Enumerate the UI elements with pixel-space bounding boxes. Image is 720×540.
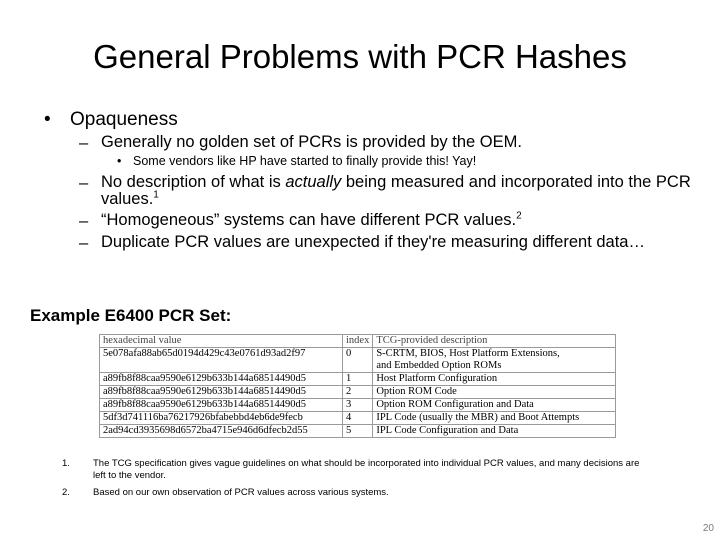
sub-bullet-marker: •: [117, 154, 122, 168]
cell-hash: a89fb8f88caa9590e6129b633b144a68514490d5: [100, 399, 343, 412]
header-index: index: [343, 335, 373, 348]
footnote-ref: 1: [153, 189, 159, 201]
table-row: [100, 425, 616, 438]
bullet-text: Opaqueness: [70, 109, 178, 130]
page-number: 20: [702, 523, 714, 534]
cell-description: Option ROM Code: [373, 386, 616, 399]
dash-marker: –: [79, 174, 89, 192]
cell-index: 3: [343, 399, 373, 412]
point-text: “Homogeneous” systems can have different PCR values.$^2$: [101, 210, 522, 229]
table-row: [100, 399, 616, 412]
table-row: [100, 386, 616, 399]
cell-index: 0: [343, 348, 373, 373]
cell-index: 1: [343, 373, 373, 386]
footnote-number: 1.: [62, 458, 70, 469]
cell-description: IPL Code Configuration and Data: [373, 425, 616, 438]
table-row: [100, 348, 616, 373]
footnote-text: Based on our own observation of PCR values across various systems.: [93, 487, 389, 498]
dash-marker: –: [79, 134, 89, 152]
cell-description: S-CRTM, BIOS, Host Platform Extensions, and Embedded Option ROMs: [373, 348, 616, 373]
footnote-ref: 2: [516, 210, 522, 222]
table-header-row: [100, 335, 616, 348]
pcr-table: [99, 334, 616, 438]
emphasis: actually: [285, 173, 342, 191]
footnote-number: 2.: [62, 487, 70, 498]
table-row: [100, 373, 616, 386]
cell-index: 4: [343, 412, 373, 425]
slide-title: General Problems with PCR Hashes: [93, 38, 627, 75]
cell-description: Option ROM Configuration and Data: [373, 399, 616, 412]
cell-hash: 5df3d741116ba76217926bfabebbd4eb6de9fecb: [100, 412, 343, 425]
header-description: TCG-provided description: [373, 335, 616, 348]
cell-index: 5: [343, 425, 373, 438]
table-row: [100, 412, 616, 425]
cell-hash: a89fb8f88caa9590e6129b633b144a68514490d5: [100, 373, 343, 386]
point-text: Generally no golden set of PCRs is provided by the OEM.: [101, 133, 522, 151]
cell-hash: 5e078afa88ab65d0194d429c43e0761d93ad2f97: [100, 348, 343, 373]
point-text: No description of what is actually being measured and incorporated into the PCR values.$^1$: [101, 173, 691, 208]
point-text: Duplicate PCR values are unexpected if they're measuring different data…: [101, 233, 645, 251]
cell-hash: 2ad94cd3935698d6572ba4715e946d6dfecb2d55: [100, 425, 343, 438]
dash-marker: –: [79, 212, 89, 230]
dash-marker: –: [79, 234, 89, 252]
sub-bullet-text: Some vendors like HP have started to finally provide this! Yay!: [133, 154, 477, 168]
cell-description: IPL Code (usually the MBR) and Boot Attempts: [373, 412, 616, 425]
cell-index: 2: [343, 386, 373, 399]
example-heading: Example E6400 PCR Set:: [30, 306, 232, 325]
cell-hash: a89fb8f88caa9590e6129b633b144a68514490d5: [100, 386, 343, 399]
bullet-marker: •: [44, 109, 51, 130]
cell-description: Host Platform Configuration: [373, 373, 616, 386]
header-hex: hexadecimal value: [100, 335, 343, 348]
footnote-text: The TCG specification gives vague guidelines on what should be incorporated into individual PCR values, and many decisions are left to the vendor.: [93, 458, 640, 481]
